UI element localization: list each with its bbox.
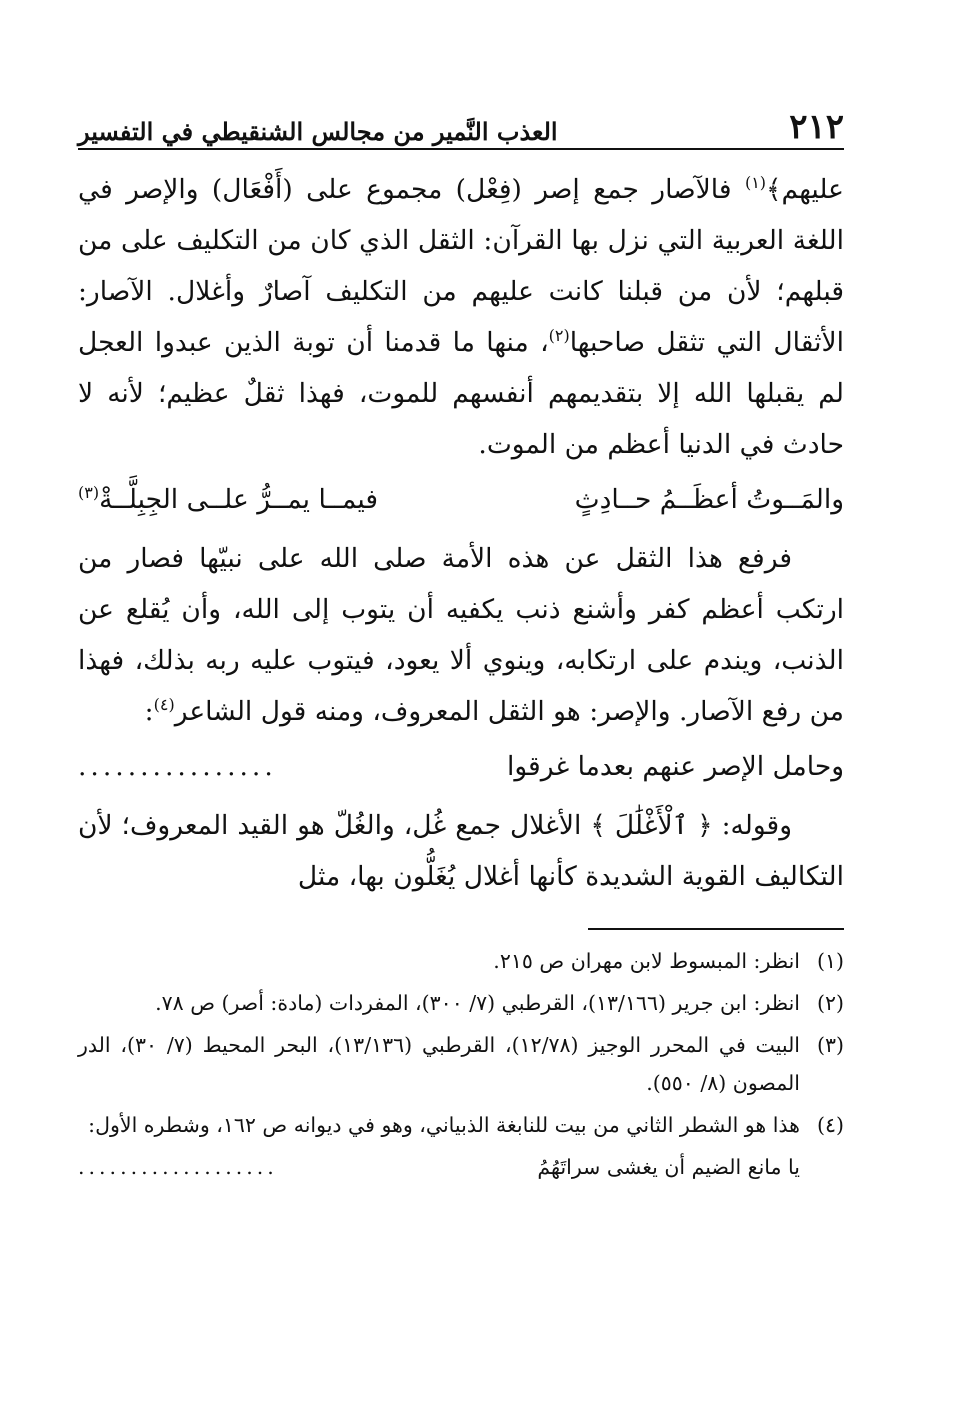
page-number: ٢١٢ [789,107,844,147]
footnote-text: هذا هو الشطر الثاني من بيت للنابغة الذبياني، وهو في ديوانه ص ١٦٢، وشطره الأول: [88,1113,800,1137]
footnote-number: (٢) [816,991,844,1015]
paragraph-1-start: عليهم﴾ [766,174,844,205]
footnote-1 [78,942,844,980]
paragraph-2-colon: : [144,696,154,727]
footnote-text: انظر: المبسوط لابن مهران ص ٢١٥. [493,949,800,973]
running-title: العذب النَّمير من مجالس الشنقيطي في التفسير [78,117,558,146]
verse-2-omitted-dots: ................ [78,751,277,782]
footnote-number: (٤) [816,1113,844,1137]
paragraph-1-middle: فالآصار جمع إصر (فِعْل) مجموع على (أَفْعَال) والإصر في اللغة العربية التي نزل بها القرآن: الثقل الذي كان من التكليف على من قبلهم؛ لأن من قبلنا كانت عليهم من التكليف آصارٌ وأغلال. الآصار: الأثقال التي تثقل صاحبها [78,174,844,358]
verse-2-first-hemistich: وحامل الإصر عنهم بعدما غرقوا [506,751,844,782]
footnote-ref-3: (٣) [78,483,100,503]
book-page [78,88,844,1388]
footnote-verse-omitted-dots: ................... [78,1155,278,1179]
footnote-verse [78,1148,844,1186]
paragraph-2-text: فرفع هذا الثقل عن هذه الأمة صلى الله على نبيّها فصار من ارتكب أعظم كفر وأشنع ذنب يكفيه أن يتوب إلى الله، وأن يُقلع عن الذنب، ويندم على ارتكابه، وينوي ألا يعود، فيتوب عليه ربه بذلك، فهذا من رفع الآصار. والإصر: هو الثقل المعروف، ومنه قول الشاعر [78,543,844,727]
footnote-4 [78,1106,844,1144]
footnote-2 [78,984,844,1022]
paragraph-1-end: ، منها ما قدمنا أن توبة الذين عبدوا العجل لم يقبلها الله إلا بتقديمهم أنفسهم للموت، فهذا ثقلٌ عظيم؛ لأنه لا حادث في الدنيا أعظم من الموت. [78,327,844,460]
verse-1-second-hemistich: فيمــا يمــرُّ علــى الجِبِلَّــةْ [99,484,379,515]
footnote-verse-first-hemistich: يا مانع الضيم أن يغشى سراتَهُمُ [537,1155,800,1179]
footnote-separator [588,928,844,930]
footnote-ref-4: (٤) [153,695,175,715]
verse-1-first-hemistich: والمَــوتُ أعظَــمُ حــادِثٍ [574,484,844,515]
footnote-ref-1: (١) [744,173,767,193]
footnote-text: البيت في المحرر الوجيز (١٢/٧٨)، القرطبي (١٣/١٣٦)، البحر المحيط (٧/ ٣٠)، الدر المصون (٨/ ٥٥٠). [78,1033,801,1095]
paragraph-2 [78,533,844,737]
paragraph-3: وقوله: ﴿ ٱلْأَغْلَٰلَ ﴾ الأغلال جمع غُل، والغُلّ هو القيد المعروف؛ لأن التكاليف القوية الشديدة كأنها أغلال يُغَلُّون بها، مثل [78,810,844,892]
verse-1-second-hemistich-wrap [78,474,378,525]
footnote-number: (١) [816,949,844,973]
verse-1 [78,474,844,525]
verse-2 [78,741,844,792]
footnotes [78,942,844,1186]
footnote-number: (٣) [816,1033,844,1057]
main-text [78,164,844,902]
footnote-ref-2: (٢) [548,326,570,346]
page-header [78,88,844,150]
paragraph-1 [78,164,844,470]
footnote-text: انظر: ابن جرير (١٣/١٦٦)، القرطبي (٧/ ٣٠٠)، المفردات (مادة: أصر) ص ٧٨. [155,991,800,1015]
footnote-3 [78,1026,844,1102]
